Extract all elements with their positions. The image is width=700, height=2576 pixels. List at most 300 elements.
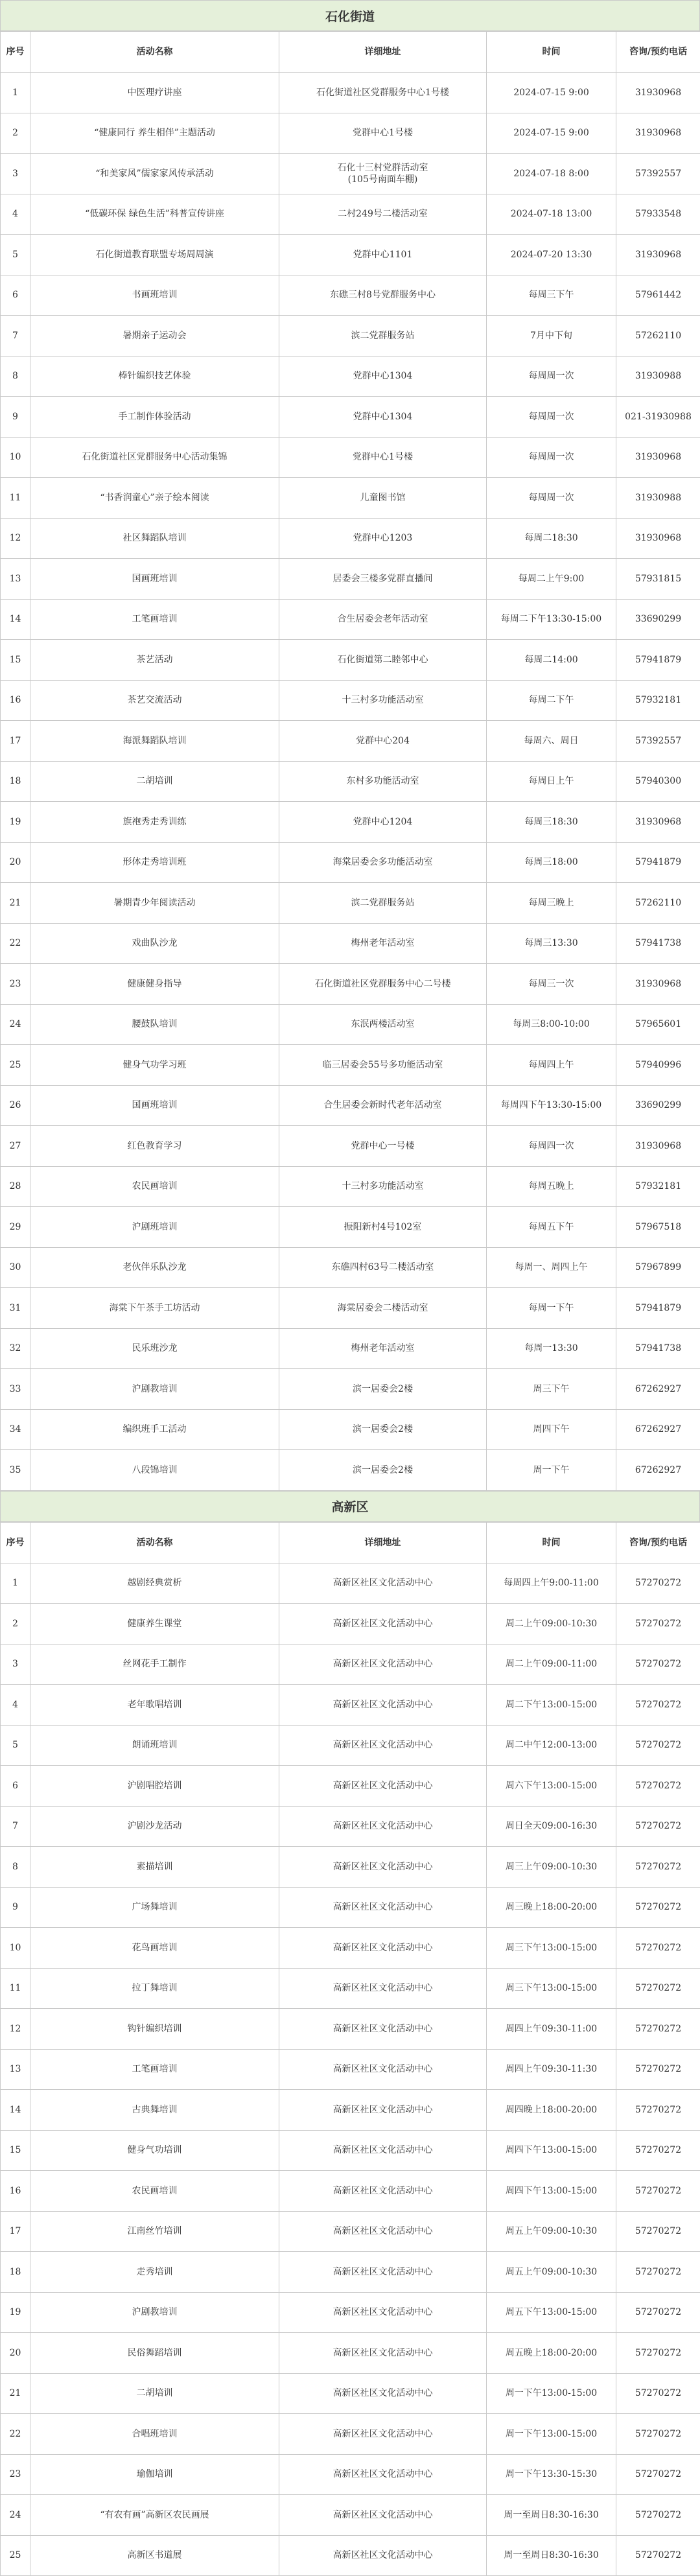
cell-index: 2 <box>1 1604 30 1645</box>
table-row <box>1 842 700 883</box>
cell-index: 24 <box>1 2495 30 2536</box>
cell-activity-name: 朗诵班培训 <box>30 1725 279 1766</box>
cell-activity-name: “和美家风”儒家家风传承活动 <box>30 154 279 194</box>
table-row <box>1 1847 700 1888</box>
table-row <box>1 437 700 478</box>
header-index: 序号 <box>1 32 30 73</box>
cell-time: 周五下午13:00-15:00 <box>487 2292 616 2333</box>
cell-activity-name: 石化街道社区党群服务中心活动集锦 <box>30 437 279 478</box>
table-row <box>1 599 700 640</box>
header-time: 时间 <box>487 32 616 73</box>
cell-time: 每周四一次 <box>487 1126 616 1167</box>
cell-index: 21 <box>1 883 30 924</box>
cell-index: 20 <box>1 842 30 883</box>
cell-index: 10 <box>1 1928 30 1969</box>
cell-phone: 57270272 <box>616 1847 700 1888</box>
cell-activity-name: 健身气功学习班 <box>30 1045 279 1086</box>
cell-address: 党群中心一号楼 <box>279 1126 487 1167</box>
cell-index: 9 <box>1 397 30 438</box>
cell-phone: 31930988 <box>616 478 700 519</box>
cell-activity-name: 素描培训 <box>30 1847 279 1888</box>
cell-activity-name: 旗袍秀走秀训练 <box>30 802 279 843</box>
cell-index: 27 <box>1 1126 30 1167</box>
cell-address: 石化街道社区党群服务中心1号楼 <box>279 73 487 113</box>
cell-activity-name: 国画班培训 <box>30 559 279 600</box>
table-row <box>1 235 700 275</box>
cell-index: 11 <box>1 478 30 519</box>
cell-phone: 67262927 <box>616 1450 700 1491</box>
cell-time: 每周周一次 <box>487 437 616 478</box>
cell-time: 每周二18:30 <box>487 518 616 559</box>
cell-index: 7 <box>1 316 30 357</box>
cell-index: 4 <box>1 194 30 235</box>
table-row <box>1 2252 700 2293</box>
cell-activity-name: 江南丝竹培训 <box>30 2211 279 2252</box>
cell-activity-name: 二胡培训 <box>30 2373 279 2414</box>
cell-activity-name: “低碳环保 绿色生活”科普宣传讲座 <box>30 194 279 235</box>
cell-time: 周四下午 <box>487 1409 616 1450</box>
cell-index: 19 <box>1 802 30 843</box>
cell-phone: 57270272 <box>616 2252 700 2293</box>
cell-time: 每周三18:30 <box>487 802 616 843</box>
cell-time: 每周三下午 <box>487 275 616 316</box>
cell-time: 周六下午13:00-15:00 <box>487 1766 616 1807</box>
cell-activity-name: 腰鼓队培训 <box>30 1004 279 1045</box>
cell-activity-name: “书香润童心”亲子绘本阅读 <box>30 478 279 519</box>
cell-time: 每周三18:00 <box>487 842 616 883</box>
cell-phone: 57941879 <box>616 842 700 883</box>
cell-address: 高新区社区文化活动中心 <box>279 2454 487 2495</box>
cell-activity-name: 农民画培训 <box>30 1166 279 1207</box>
cell-time: 每周二14:00 <box>487 640 616 681</box>
cell-time: 2024-07-15 9:00 <box>487 73 616 113</box>
cell-index: 13 <box>1 559 30 600</box>
cell-time: 每周三8:00-10:00 <box>487 1004 616 1045</box>
cell-activity-name: 沪剧教培训 <box>30 1369 279 1410</box>
table-row <box>1 356 700 397</box>
table-row <box>1 2049 700 2090</box>
table-row <box>1 1928 700 1969</box>
cell-time: 周二中午12:00-13:00 <box>487 1725 616 1766</box>
cell-time: 7月中下旬 <box>487 316 616 357</box>
cell-time: 周一下午13:30-15:30 <box>487 2454 616 2495</box>
cell-index: 33 <box>1 1369 30 1410</box>
cell-phone: 57961442 <box>616 275 700 316</box>
cell-index: 3 <box>1 1644 30 1685</box>
cell-index: 8 <box>1 356 30 397</box>
cell-phone: 57270272 <box>616 1968 700 2009</box>
cell-time: 每周六、周日 <box>487 721 616 762</box>
cell-activity-name: 健康健身指导 <box>30 964 279 1005</box>
header-address: 详细地址 <box>279 32 487 73</box>
table-row <box>1 2292 700 2333</box>
cell-index: 6 <box>1 1766 30 1807</box>
table-row <box>1 1126 700 1167</box>
cell-phone: 57940996 <box>616 1045 700 1086</box>
cell-phone: 57270272 <box>616 2171 700 2212</box>
header-address: 详细地址 <box>279 1522 487 1563</box>
cell-index: 28 <box>1 1166 30 1207</box>
cell-time: 每周二上午9:00 <box>487 559 616 600</box>
cell-time: 周一下午13:00-15:00 <box>487 2373 616 2414</box>
cell-activity-name: 拉丁舞培训 <box>30 1968 279 2009</box>
cell-time: 每周一下午 <box>487 1288 616 1329</box>
table-row <box>1 1887 700 1928</box>
activity-table <box>0 1522 700 2576</box>
table-row <box>1 2130 700 2171</box>
header-activity-name: 活动名称 <box>30 32 279 73</box>
cell-phone: 57270272 <box>616 1725 700 1766</box>
cell-address: 高新区社区文化活动中心 <box>279 1847 487 1888</box>
cell-index: 8 <box>1 1847 30 1888</box>
cell-address: 十三村多功能活动室 <box>279 1166 487 1207</box>
header-phone: 咨询/预约电话 <box>616 32 700 73</box>
table-row <box>1 964 700 1005</box>
table-row <box>1 2414 700 2455</box>
table-row <box>1 1644 700 1685</box>
cell-index: 10 <box>1 437 30 478</box>
cell-phone: 31930968 <box>616 1126 700 1167</box>
cell-index: 17 <box>1 721 30 762</box>
cell-address: 高新区社区文化活动中心 <box>279 1725 487 1766</box>
cell-activity-name: 老伙伴乐队沙龙 <box>30 1247 279 1288</box>
cell-address: 十三村多功能活动室 <box>279 680 487 721</box>
cell-time: 周一至周日8:30-16:30 <box>487 2535 616 2576</box>
cell-activity-name: 八段锦培训 <box>30 1450 279 1491</box>
cell-time: 周一下午13:00-15:00 <box>487 2414 616 2455</box>
cell-index: 15 <box>1 640 30 681</box>
cell-activity-name: 老年歌唱培训 <box>30 1685 279 1726</box>
cell-phone: 67262927 <box>616 1369 700 1410</box>
cell-address: 高新区社区文化活动中心 <box>279 1766 487 1807</box>
cell-activity-name: 茶艺活动 <box>30 640 279 681</box>
cell-time: 周五上午09:00-10:30 <box>487 2252 616 2293</box>
cell-activity-name: “健康同行 养生相伴”主题活动 <box>30 113 279 154</box>
table-row <box>1 275 700 316</box>
cell-index: 35 <box>1 1450 30 1491</box>
cell-address: 党群中心1101 <box>279 235 487 275</box>
cell-address: 高新区社区文化活动中心 <box>279 1563 487 1604</box>
cell-phone: 57941879 <box>616 1288 700 1329</box>
cell-activity-name: 花鸟画培训 <box>30 1928 279 1969</box>
cell-time: 周三上午09:00-10:30 <box>487 1847 616 1888</box>
cell-time: 周一下午 <box>487 1450 616 1491</box>
cell-index: 3 <box>1 154 30 194</box>
cell-address: 东村多功能活动室 <box>279 761 487 802</box>
activity-table <box>0 31 700 1491</box>
cell-phone: 57270272 <box>616 1928 700 1969</box>
cell-index: 11 <box>1 1968 30 2009</box>
cell-address: 临三居委会55号多功能活动室 <box>279 1045 487 1086</box>
table-row <box>1 761 700 802</box>
table-row <box>1 1288 700 1329</box>
cell-address: 二村249号二楼活动室 <box>279 194 487 235</box>
cell-index: 24 <box>1 1004 30 1045</box>
table-row <box>1 194 700 235</box>
cell-address: 高新区社区文化活动中心 <box>279 1928 487 1969</box>
cell-index: 16 <box>1 680 30 721</box>
cell-time: 每周一、周四上午 <box>487 1247 616 1288</box>
cell-phone: 57270272 <box>616 2495 700 2536</box>
cell-address: 高新区社区文化活动中心 <box>279 1644 487 1685</box>
cell-phone: 57270272 <box>616 1685 700 1726</box>
cell-address: 高新区社区文化活动中心 <box>279 2495 487 2536</box>
table-row <box>1 2535 700 2576</box>
cell-activity-name: 古典舞培训 <box>30 2090 279 2131</box>
table-row <box>1 2171 700 2212</box>
cell-index: 4 <box>1 1685 30 1726</box>
table-row <box>1 73 700 113</box>
cell-activity-name: 越剧经典赏析 <box>30 1563 279 1604</box>
cell-time: 每周五下午 <box>487 1207 616 1248</box>
cell-phone: 57932181 <box>616 1166 700 1207</box>
cell-address: 高新区社区文化活动中心 <box>279 1604 487 1645</box>
cell-activity-name: 二胡培训 <box>30 761 279 802</box>
cell-activity-name: “有农有画”高新区农民画展 <box>30 2495 279 2536</box>
table-header-row <box>1 1522 700 1563</box>
cell-index: 14 <box>1 2090 30 2131</box>
table-row <box>1 721 700 762</box>
cell-index: 6 <box>1 275 30 316</box>
cell-activity-name: 沪剧班培训 <box>30 1207 279 1248</box>
cell-activity-name: 暑期青少年阅读活动 <box>30 883 279 924</box>
cell-activity-name: 暑期亲子运动会 <box>30 316 279 357</box>
cell-index: 5 <box>1 235 30 275</box>
table-row <box>1 1369 700 1410</box>
cell-phone: 57270272 <box>616 2414 700 2455</box>
table-row <box>1 1968 700 2009</box>
cell-address: 高新区社区文化活动中心 <box>279 2090 487 2131</box>
cell-phone: 57270272 <box>616 1806 700 1847</box>
cell-activity-name: 沪剧唱腔培训 <box>30 1766 279 1807</box>
cell-address: 梅州老年活动室 <box>279 1328 487 1369</box>
cell-activity-name: 沪剧教培训 <box>30 2292 279 2333</box>
cell-time: 周五上午09:00-10:30 <box>487 2211 616 2252</box>
cell-phone: 57270272 <box>616 1644 700 1685</box>
cell-activity-name: 民乐班沙龙 <box>30 1328 279 1369</box>
cell-phone: 57270272 <box>616 2454 700 2495</box>
cell-time: 周三下午 <box>487 1369 616 1410</box>
cell-time: 周四下午13:00-15:00 <box>487 2171 616 2212</box>
cell-phone: 57270272 <box>616 2373 700 2414</box>
cell-phone: 57967899 <box>616 1247 700 1288</box>
table-row <box>1 2333 700 2374</box>
cell-activity-name: 国画班培训 <box>30 1085 279 1126</box>
cell-time: 每周四上午9:00-11:00 <box>487 1563 616 1604</box>
table-row <box>1 883 700 924</box>
cell-address: 东泯两楼活动室 <box>279 1004 487 1045</box>
cell-address: 高新区社区文化活动中心 <box>279 1806 487 1847</box>
cell-activity-name: 手工制作体验活动 <box>30 397 279 438</box>
cell-time: 周三下午13:00-15:00 <box>487 1928 616 1969</box>
cell-activity-name: 沪剧沙龙活动 <box>30 1806 279 1847</box>
table-row <box>1 1766 700 1807</box>
table-row <box>1 2454 700 2495</box>
cell-time: 每周三一次 <box>487 964 616 1005</box>
cell-address: 东礁三村8号党群服务中心 <box>279 275 487 316</box>
cell-address: 合生居委会老年活动室 <box>279 599 487 640</box>
cell-time: 2024-07-15 9:00 <box>487 113 616 154</box>
cell-address: 高新区社区文化活动中心 <box>279 2373 487 2414</box>
cell-index: 12 <box>1 2009 30 2050</box>
header-index: 序号 <box>1 1522 30 1563</box>
cell-phone: 31930988 <box>616 356 700 397</box>
cell-phone: 57941879 <box>616 640 700 681</box>
cell-address: 党群中心1203 <box>279 518 487 559</box>
cell-index: 31 <box>1 1288 30 1329</box>
cell-phone: 57270272 <box>616 1887 700 1928</box>
table-row <box>1 2373 700 2414</box>
cell-time: 周五晚上18:00-20:00 <box>487 2333 616 2374</box>
cell-address: 高新区社区文化活动中心 <box>279 2333 487 2374</box>
cell-index: 30 <box>1 1247 30 1288</box>
table-row <box>1 397 700 438</box>
cell-activity-name: 工笔画培训 <box>30 599 279 640</box>
cell-phone: 31930968 <box>616 518 700 559</box>
cell-time: 每周周一次 <box>487 397 616 438</box>
table-row <box>1 559 700 600</box>
cell-index: 29 <box>1 1207 30 1248</box>
cell-index: 23 <box>1 2454 30 2495</box>
cell-activity-name: 棒针编织技艺体验 <box>30 356 279 397</box>
cell-phone: 57270272 <box>616 1604 700 1645</box>
table-row <box>1 1004 700 1045</box>
cell-index: 13 <box>1 2049 30 2090</box>
cell-phone: 57392557 <box>616 721 700 762</box>
cell-index: 23 <box>1 964 30 1005</box>
cell-address: 滨二党群服务站 <box>279 316 487 357</box>
cell-time: 周二上午09:00-10:30 <box>487 1604 616 1645</box>
cell-activity-name: 健康养生课堂 <box>30 1604 279 1645</box>
cell-phone: 33690299 <box>616 1085 700 1126</box>
cell-address: 党群中心204 <box>279 721 487 762</box>
cell-phone: 021-31930988 <box>616 397 700 438</box>
cell-time: 每周四上午 <box>487 1045 616 1086</box>
cell-activity-name: 形体走秀培训班 <box>30 842 279 883</box>
cell-activity-name: 海棠下午茶手工坊活动 <box>30 1288 279 1329</box>
cell-phone: 57262110 <box>616 883 700 924</box>
cell-phone: 67262927 <box>616 1409 700 1450</box>
table-row <box>1 1563 700 1604</box>
cell-activity-name: 海派舞蹈队培训 <box>30 721 279 762</box>
cell-time: 周日全天09:00-16:30 <box>487 1806 616 1847</box>
cell-phone: 57931815 <box>616 559 700 600</box>
cell-index: 20 <box>1 2333 30 2374</box>
cell-address: 滨一居委会2楼 <box>279 1369 487 1410</box>
cell-activity-name: 社区舞蹈队培训 <box>30 518 279 559</box>
cell-phone: 57940300 <box>616 761 700 802</box>
section-title: 高新区 <box>0 1491 700 1522</box>
cell-address: 石化街道第二睦邻中心 <box>279 640 487 681</box>
table-row <box>1 1685 700 1726</box>
cell-address: 海棠居委会多功能活动室 <box>279 842 487 883</box>
cell-activity-name: 瑜伽培训 <box>30 2454 279 2495</box>
cell-time: 每周一13:30 <box>487 1328 616 1369</box>
table-row <box>1 1166 700 1207</box>
cell-time: 周二上午09:00-11:00 <box>487 1644 616 1685</box>
cell-address: 合生居委会新时代老年活动室 <box>279 1085 487 1126</box>
section-title: 石化街道 <box>0 0 700 31</box>
cell-phone: 57392557 <box>616 154 700 194</box>
cell-activity-name: 农民画培训 <box>30 2171 279 2212</box>
cell-index: 5 <box>1 1725 30 1766</box>
cell-activity-name: 中医理疗讲座 <box>30 73 279 113</box>
cell-address: 滨一居委会2楼 <box>279 1450 487 1491</box>
cell-index: 22 <box>1 2414 30 2455</box>
cell-phone: 57270272 <box>616 2333 700 2374</box>
cell-phone: 57270272 <box>616 1766 700 1807</box>
cell-time: 每周三晚上 <box>487 883 616 924</box>
cell-activity-name: 高新区书道展 <box>30 2535 279 2576</box>
cell-activity-name: 丝网花手工制作 <box>30 1644 279 1685</box>
table-row <box>1 518 700 559</box>
cell-phone: 57941738 <box>616 923 700 964</box>
cell-phone: 57941738 <box>616 1328 700 1369</box>
cell-time: 每周周一次 <box>487 478 616 519</box>
cell-address: 高新区社区文化活动中心 <box>279 2130 487 2171</box>
table-row <box>1 154 700 194</box>
cell-address: 高新区社区文化活动中心 <box>279 2292 487 2333</box>
cell-index: 32 <box>1 1328 30 1369</box>
cell-address: 高新区社区文化活动中心 <box>279 1685 487 1726</box>
table-row <box>1 1207 700 1248</box>
cell-time: 每周日上午 <box>487 761 616 802</box>
cell-index: 1 <box>1 1563 30 1604</box>
cell-activity-name: 编织班手工活动 <box>30 1409 279 1450</box>
cell-index: 26 <box>1 1085 30 1126</box>
cell-phone: 31930968 <box>616 802 700 843</box>
cell-time: 2024-07-20 13:30 <box>487 235 616 275</box>
cell-activity-name: 石化街道教育联盟专场周周演 <box>30 235 279 275</box>
table-row <box>1 1045 700 1086</box>
cell-phone: 57270272 <box>616 2211 700 2252</box>
cell-address: 高新区社区文化活动中心 <box>279 2252 487 2293</box>
table-row <box>1 1725 700 1766</box>
cell-index: 2 <box>1 113 30 154</box>
cell-index: 9 <box>1 1887 30 1928</box>
cell-phone: 57933548 <box>616 194 700 235</box>
cell-address: 高新区社区文化活动中心 <box>279 2009 487 2050</box>
cell-index: 14 <box>1 599 30 640</box>
cell-phone: 31930968 <box>616 964 700 1005</box>
table-row <box>1 1328 700 1369</box>
cell-time: 周一至周日8:30-16:30 <box>487 2495 616 2536</box>
cell-time: 周四下午13:00-15:00 <box>487 2130 616 2171</box>
table-row <box>1 802 700 843</box>
cell-time: 2024-07-18 8:00 <box>487 154 616 194</box>
cell-index: 19 <box>1 2292 30 2333</box>
cell-index: 1 <box>1 73 30 113</box>
table-row <box>1 316 700 357</box>
cell-index: 16 <box>1 2171 30 2212</box>
header-phone: 咨询/预约电话 <box>616 1522 700 1563</box>
header-time: 时间 <box>487 1522 616 1563</box>
table-row <box>1 2211 700 2252</box>
header-activity-name: 活动名称 <box>30 1522 279 1563</box>
cell-activity-name: 茶艺交流活动 <box>30 680 279 721</box>
cell-address: 高新区社区文化活动中心 <box>279 1887 487 1928</box>
cell-index: 21 <box>1 2373 30 2414</box>
table-row <box>1 2495 700 2536</box>
cell-time: 每周二下午13:30-15:00 <box>487 599 616 640</box>
table-row <box>1 680 700 721</box>
cell-address: 党群中心1号楼 <box>279 437 487 478</box>
cell-address: 高新区社区文化活动中心 <box>279 1968 487 2009</box>
cell-address: 高新区社区文化活动中心 <box>279 2211 487 2252</box>
cell-time: 每周四下午13:30-15:00 <box>487 1085 616 1126</box>
cell-index: 25 <box>1 2535 30 2576</box>
table-row <box>1 2009 700 2050</box>
